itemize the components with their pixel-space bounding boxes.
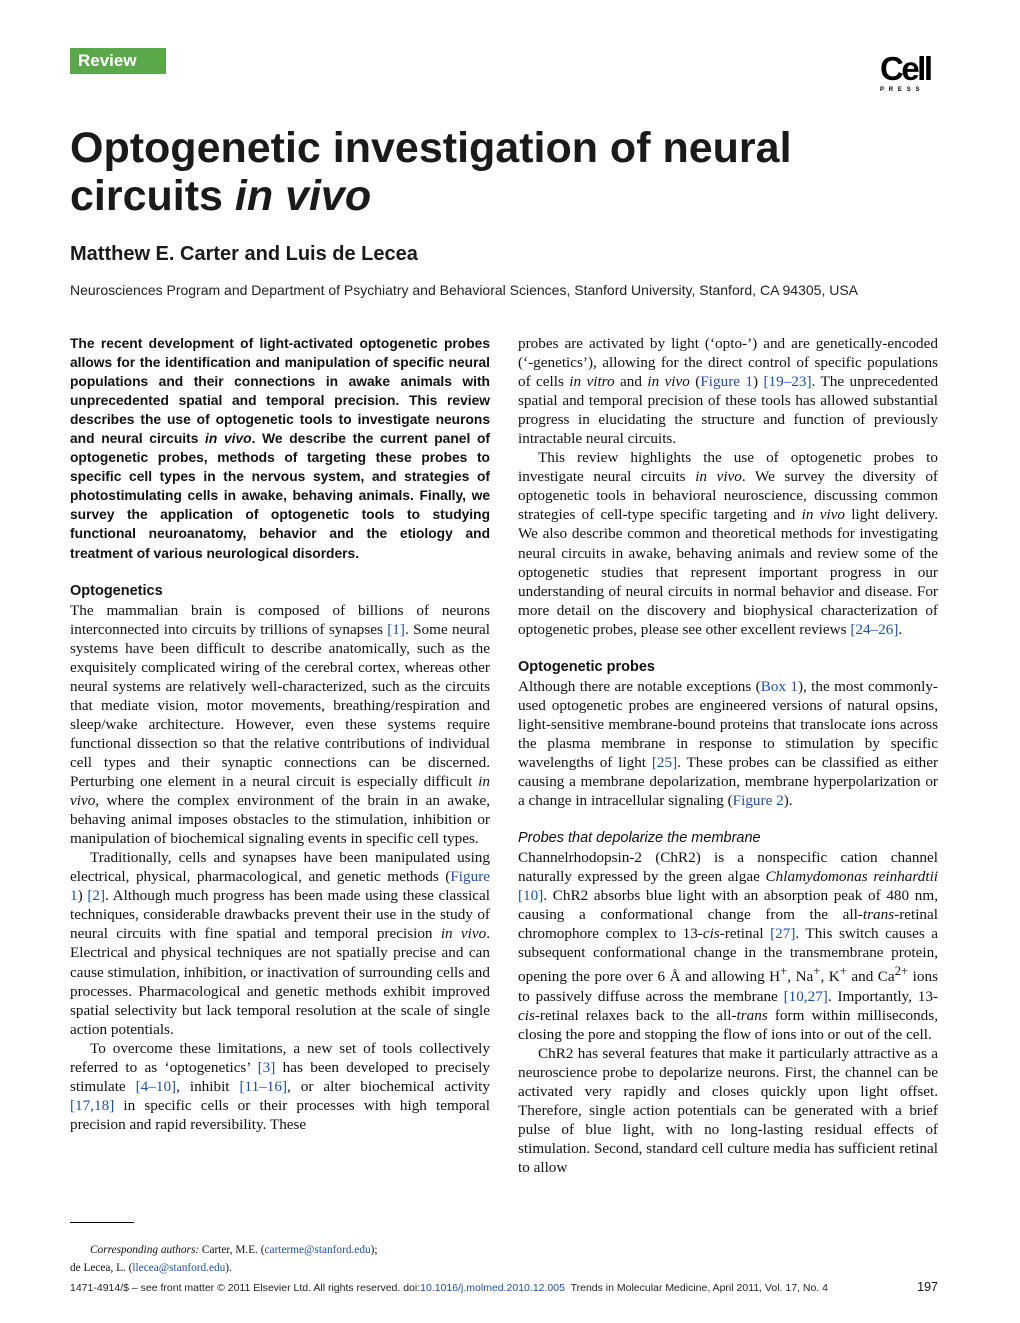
author-list: Matthew E. Carter and Luis de Lecea	[70, 243, 418, 265]
text: de Lecea, L. (	[70, 1262, 133, 1274]
paragraph	[518, 334, 938, 448]
text: Channelrhodopsin-2 (ChR2) is a nonspecific cation channel naturally expressed by the green algae	[518, 849, 938, 886]
superscript: +	[813, 964, 821, 979]
paragraph	[518, 1044, 938, 1177]
reference-link[interactable]: [11–16]	[239, 1077, 288, 1095]
italic-term: trans	[736, 1006, 768, 1024]
figure-link[interactable]: Figure 2	[732, 792, 784, 810]
superscript: 2+	[894, 964, 909, 979]
text: . These probes can be classified as either causing a membrane depolarization, membrane hyperpolarization or a change in intracellular signaling (	[518, 753, 939, 810]
abstract	[70, 334, 490, 563]
text: );	[370, 1244, 378, 1256]
cell-press-logo	[880, 52, 940, 96]
text: and Ca	[846, 968, 895, 986]
email-link[interactable]: llecea@stanford.edu	[132, 1262, 226, 1274]
abstract-text: . We describe the current panel of optogenetic probes, methods of targeting these probes to specific cell types in the nervous system, and strategies of photostimulating cells in awake, behaving animals. Finally, we survey the application of optogenetic tools to studying functional neuroanatomy, behavior and the etiology and treatment of various neurological disorders.	[70, 431, 490, 561]
page-number: 197	[917, 1280, 938, 1294]
text: )	[753, 373, 764, 391]
reference-link[interactable]: [10,27]	[783, 987, 828, 1005]
box-link[interactable]: Box 1	[760, 677, 798, 695]
text: ions to passively diffuse across the membrane	[518, 968, 938, 1005]
italic-term: in vivo	[440, 925, 487, 943]
figure-link[interactable]: Figure 1	[70, 868, 490, 905]
text: . The unprecedented spatial and temporal precision of these tools has allowed substantial progress in elucidating the structure and function of previously intractable neural circuits.	[518, 373, 939, 448]
footnote-line	[70, 1241, 490, 1259]
italic-term: trans	[862, 906, 895, 924]
text: . ChR2 absorbs blue light with an absorption peak of 480 nm, causing a conformational change from the all-	[518, 887, 938, 924]
text: . This switch causes a subsequent conformational change in the transmembrane protein, opening the pore over 6 Å and allowing H	[518, 925, 938, 986]
text: -retinal chromophore complex to 13-	[518, 906, 938, 943]
text: ), the most commonly-used optogenetic probes are engineered versions of natural opsins, light-sensitive membrane-bound proteins that translocate ions across the plasma membrane in response to stimulation by specific wavelengths of light	[518, 677, 938, 771]
superscript: +	[839, 964, 847, 979]
reference-link[interactable]: [27]	[770, 925, 796, 943]
copyright-text: 1471-4914/$ – see front matter © 2011 Elsevier Ltd. All rights reserved. doi:	[70, 1282, 421, 1294]
left-column	[70, 334, 490, 1134]
text: , K	[820, 968, 840, 986]
text: ).	[783, 792, 793, 810]
paragraph	[70, 601, 490, 849]
article-title	[70, 124, 940, 220]
text: , or alter biochemical activity	[287, 1077, 490, 1095]
italic-term: in vivo	[647, 373, 690, 391]
text: To overcome these limitations, a new set of tools collectively referred to as ‘optogenetics’	[70, 1039, 490, 1076]
reference-link[interactable]: [1]	[387, 620, 405, 638]
right-column	[518, 334, 938, 1177]
italic-term: in vitro	[569, 373, 615, 391]
text: Although there are notable exceptions (	[518, 677, 761, 695]
text: probes are activated by light (‘opto-’) and are genetically-encoded (‘-genetics’), allowing for the direct control of specific populations of cells	[518, 335, 938, 391]
italic-term: in vivo	[801, 506, 846, 524]
species-name: Chlamydomonas reinhardtii	[765, 868, 939, 886]
text: in specific cells or their processes with high temporal precision and rapid reversibility. These	[70, 1096, 490, 1133]
section-heading-optogenetics: Optogenetics	[70, 582, 163, 599]
page-footer	[70, 1282, 938, 1294]
text: . We survey the diversity of optogenetic tools in behavioral neuroscience, discussing common strategies of cell-type specific targeting and	[518, 468, 938, 524]
footnote-line	[70, 1259, 490, 1277]
text: , where the complex environment of the brain in an awake, behaving animal imposes obstacles to the stimulation, inhibition or manipulation of biochemical signaling events in specific cell types.	[70, 792, 490, 848]
text: . Although much progress has been made using these classical techniques, considerable drawbacks prevent their use in the study of neural circuits with fine spatial and temporal precision	[70, 887, 490, 943]
text: . Electrical and physical techniques are not spatially precise and can cause stimulation, inhibition, or inactivation of surrounding cells and processes. Pharmacological and genetic methods exhibit improved spatial selectivity but lack temporal resolution at the scale of single action potentials.	[70, 925, 491, 1038]
doi-link[interactable]: 10.1016/j.molmed.2010.12.005	[420, 1282, 565, 1294]
text: , inhibit	[176, 1077, 240, 1095]
text: .	[898, 620, 903, 638]
logo-subtitle: PRESS	[880, 87, 925, 93]
footnote	[70, 1241, 490, 1277]
text: , Na	[787, 968, 814, 986]
paragraph	[70, 1039, 490, 1134]
email-link[interactable]: carterme@stanford.edu	[264, 1244, 371, 1256]
spacer	[518, 810, 938, 829]
text: . Importantly, 13-	[827, 987, 938, 1005]
affiliation: Neurosciences Program and Department of Psychiatry and Behavioral Sciences, Stanford University, Stanford, CA 94305, USA	[70, 282, 859, 298]
reference-link[interactable]: [25]	[651, 753, 678, 771]
italic-term: in vivo	[695, 468, 742, 486]
logo-word: Cell	[880, 50, 931, 87]
footnote-divider	[70, 1222, 134, 1223]
text: -retinal	[719, 925, 771, 943]
reference-link[interactable]: [17,18]	[70, 1096, 115, 1114]
reference-link[interactable]: [24–26]	[850, 620, 899, 638]
paragraph	[518, 448, 938, 638]
paragraph	[70, 848, 490, 1038]
spacer	[518, 639, 938, 658]
reference-link[interactable]: [2]	[87, 887, 106, 905]
italic-term: cis	[518, 1006, 535, 1024]
subsection-heading-depolarize: Probes that depolarize the membrane	[518, 830, 761, 847]
italic-term: in vivo	[70, 773, 490, 810]
journal-citation: Trends in Molecular Medicine, April 2011, Vol. 17, No. 4	[564, 1282, 828, 1294]
text: has been developed to precisely stimulate	[70, 1058, 490, 1095]
footnote-label: Corresponding authors:	[90, 1244, 200, 1256]
reference-link[interactable]: [4–10]	[135, 1077, 177, 1095]
text: -retinal relaxes back to the all-	[534, 1006, 737, 1024]
paragraph	[518, 848, 938, 1044]
section-heading-probes: Optogenetic probes	[518, 658, 655, 675]
text: This review highlights the use of optogenetic probes to investigate neural circuits	[518, 449, 938, 486]
text: and	[614, 373, 648, 391]
section-tag: Review	[70, 48, 166, 74]
figure-link[interactable]: Figure 1	[700, 373, 753, 391]
abstract-text: The recent development of light-activated optogenetic probes allows for the identification and manipulation of specific neural populations and their connections in awake animals with unprecedented spatial and temporal precision. This review describes the use of optogenetic tools to investigate neurons and neural circuits	[70, 336, 490, 447]
text: light delivery. We also describe common and theoretical methods for investigating neural circuits in awake, behaving animals and review some of the optogenetic studies that represent important progress in our understanding of neural circuits in normal behavior and disease. For more detail on the discovery and biophysical characterization of optogenetic probes, please see other excellent reviews	[518, 506, 938, 638]
reference-link[interactable]: [10]	[518, 887, 544, 905]
superscript: +	[780, 964, 788, 979]
text: . Some neural systems have been difficult to describe anatomically, such as the exquisitely complicated wiring of the cerebral cortex, whereas other neural systems are relatively well-characterized, such as the circuits that mediate vision, motor movements, breathing/respiration and sleep/wake architecture. However, even these systems require functional dissection so that the relative contributions of individual cell types and their synaptic connections can be discerned. Perturbing one element in a neural circuit is especially difficult	[70, 620, 491, 791]
text: ChR2 has several features that make it particularly attractive as a neuroscience probe to depolarize neurons. First, the channel can be activated very rapidly and closes quickly upon light offset. Therefore, single action potentials can be generated with a brief pulse of blue light, with no long-lasting residual effects of stimulation. Second, standard cell culture media has sufficient retinal to allow	[518, 1044, 938, 1176]
text: ).	[225, 1262, 232, 1274]
reference-link[interactable]: [19–23]	[763, 373, 812, 391]
text: )	[77, 887, 88, 905]
text: The mammalian brain is composed of billions of neurons interconnected into circuits by trillions of synapses	[70, 601, 490, 638]
text: Carter, M.E. (	[199, 1244, 265, 1256]
text: form within milliseconds, closing the pore and stopping the flow of ions into or out of the cell.	[518, 1006, 938, 1043]
title-main: Optogenetic investigation of neural circuits	[70, 124, 792, 220]
italic-term: cis	[702, 925, 720, 943]
abstract-italic: in vivo	[205, 431, 252, 447]
title-italic: in vivo	[234, 172, 372, 220]
text: Traditionally, cells and synapses have been manipulated using electrical, physical, pharmacological, and genetic methods (	[70, 849, 490, 886]
text: (	[689, 373, 701, 391]
reference-link[interactable]: [3]	[257, 1058, 276, 1076]
paragraph	[518, 677, 938, 810]
